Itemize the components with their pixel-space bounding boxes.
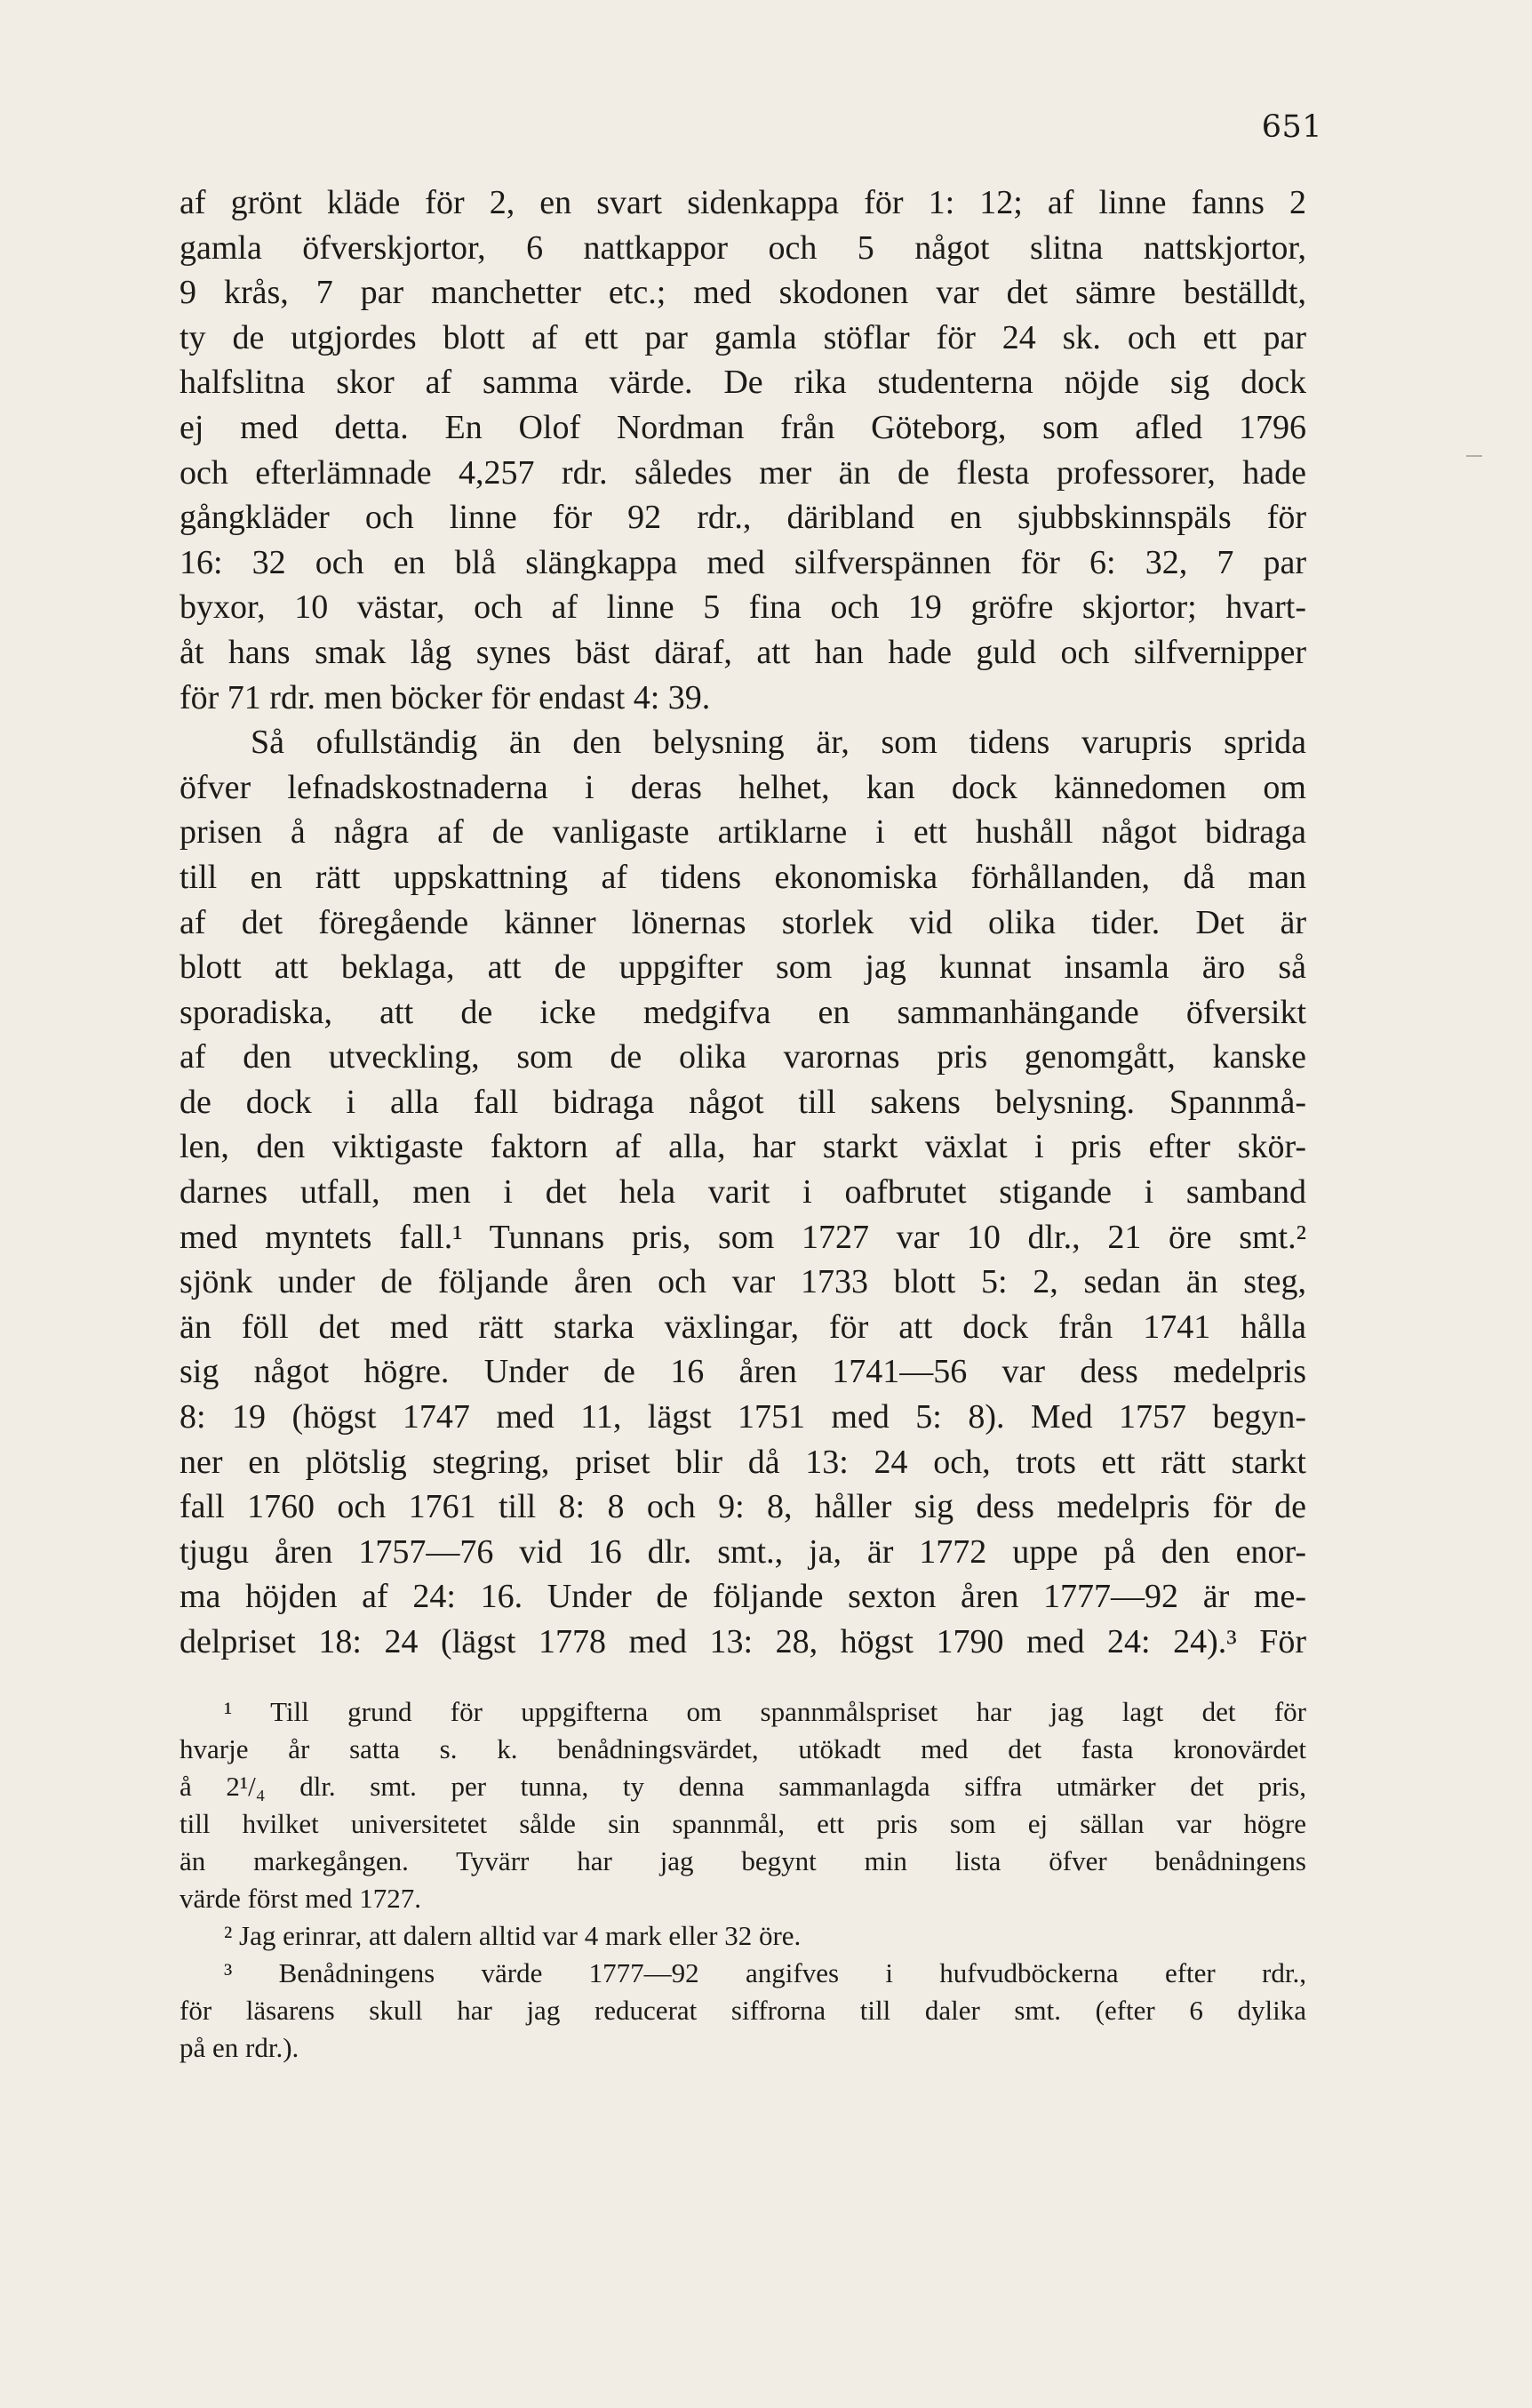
text-line: gångkläder och linne för 92 rdr., däribland en sjubbskinnspäls för: [180, 499, 1306, 537]
text-line: 9 krås, 7 par manchetter etc.; med skodonen var det sämre beställdt,: [180, 274, 1306, 312]
text-line: 8: 19 (högst 1747 med 11, lägst 1751 med 5: 8). Med 1757 begyn-: [180, 1398, 1306, 1436]
footnote-line: till hvilket universitetet sålde sin spannmål, ett pris som ej sällan var högre: [180, 1808, 1306, 1839]
footnote-line: ² Jag erinrar, att dalern alltid var 4 mark eller 32 öre.: [224, 1920, 802, 1951]
text-line: till en rätt uppskattning af tidens ekonomiska förhållanden, då man: [180, 858, 1306, 896]
text-line: med myntets fall.¹ Tunnans pris, som 1727 var 10 dlr., 21 öre smt.²: [180, 1218, 1306, 1256]
text-line: och efterlämnade 4,257 rdr. således mer än de flesta professorer, hade: [180, 453, 1306, 492]
text-line: delpriset 18: 24 (lägst 1778 med 13: 28, högst 1790 med 24: 24).³ För: [180, 1623, 1306, 1660]
text-line: ner en plötslig stegring, priset blir då 13: 24 och, trots ett rätt starkt: [180, 1443, 1306, 1481]
text-line: ty de utgjordes blott af ett par gamla stöflar för 24 sk. och ett par: [180, 318, 1306, 356]
page-number: 651: [1261, 109, 1322, 145]
text-line: blott att beklaga, att de uppgifter som jag kunnat insamla äro så: [180, 948, 1306, 987]
text-line: ej med detta. En Olof Nordman från Göteborg, som afled 1796: [180, 408, 1306, 446]
text-line: sjönk under de följande åren och var 1733 blott 5: 2, sedan än steg,: [180, 1263, 1306, 1301]
text-line: af den utveckling, som de olika varornas pris genomgått, kanske: [180, 1038, 1306, 1076]
text-line: sig något högre. Under de 16 åren 1741—56 var dess medelpris: [180, 1353, 1306, 1391]
text-line: gamla öfverskjortor, 6 nattkappor och 5 något slitna nattskjortor,: [180, 228, 1306, 267]
text-line: de dock i alla fall bidraga något till sakens belysning. Spannmå-: [180, 1083, 1306, 1121]
footnote-line: värde först med 1727.: [180, 1883, 422, 1914]
text-line: tjugu åren 1757—76 vid 16 dlr. smt., ja, är 1772 uppe på den enor-: [180, 1532, 1306, 1571]
body-text: [180, 180, 1306, 1665]
footnote-line: hvarje år satta s. k. benådningsvärdet, utökadt med det fasta kronovärdet: [180, 1733, 1306, 1764]
text-line: af det föregående känner lönernas storlek vid olika tider. Det är: [180, 903, 1306, 941]
footnote-line: på en rdr.).: [180, 2032, 299, 2063]
text-line: af grönt kläde för 2, en svart sidenkappa för 1: 12; af linne fanns 2: [180, 184, 1306, 221]
text-line: prisen å några af de vanligaste artiklarne i ett hushåll något bidraga: [180, 813, 1306, 852]
footnote-line: än markegången. Tyvärr har jag begynt min lista öfver benådningens: [180, 1845, 1306, 1876]
text-line: 16: 32 och en blå slängkappa med silfverspännen för 6: 32, 7 par: [180, 543, 1306, 581]
text-line: byxor, 10 västar, och af linne 5 fina och 19 gröfre skjortor; hvart-: [180, 588, 1306, 627]
footnote-line: ³ Benådningens värde 1777—92 angifves i hufvudböckerna efter rdr.,: [224, 1957, 1306, 1988]
text-line: Så ofullständig än den belysning är, som tidens varupris sprida: [251, 724, 1306, 762]
text-line: fall 1760 och 1761 till 8: 8 och 9: 8, håller sig dess medelpris för de: [180, 1488, 1306, 1526]
footnotes: [180, 1693, 1306, 2067]
margin-mark: [1466, 455, 1482, 457]
footnote-line: för läsarens skull har jag reducerat siffrorna till daler smt. (efter 6 dylika: [180, 1995, 1306, 2026]
text-line: len, den viktigaste faktorn af alla, har starkt växlat i pris efter skör-: [180, 1128, 1306, 1166]
text-line: sporadiska, att de icke medgifva en sammanhängande öfversikt: [180, 993, 1306, 1031]
text-line: för 71 rdr. men böcker för endast 4: 39.: [180, 678, 711, 716]
text-line: öfver lefnadskostnaderna i deras helhet, kan dock kännedomen om: [180, 768, 1306, 806]
text-line: halfslitna skor af samma värde. De rika studenterna nöjde sig dock: [180, 364, 1306, 402]
text-line: ma höjden af 24: 16. Under de följande sexton åren 1777—92 är me-: [180, 1578, 1306, 1616]
text-line: åt hans smak låg synes bäst däraf, att han hade guld och silfvernipper: [180, 633, 1306, 671]
footnote-line: å 2¹/₄ dlr. smt. per tunna, ty denna sammanlagda siffra utmärker det pris,: [180, 1771, 1306, 1802]
text-line: darnes utfall, men i det hela varit i oafbrutet stigande i samband: [180, 1173, 1306, 1212]
text-line: än föll det med rätt starka växlingar, för att dock från 1741 hålla: [180, 1308, 1306, 1346]
footnote-line: ¹ Till grund för uppgifterna om spannmålspriset har jag lagt det för: [224, 1696, 1306, 1727]
